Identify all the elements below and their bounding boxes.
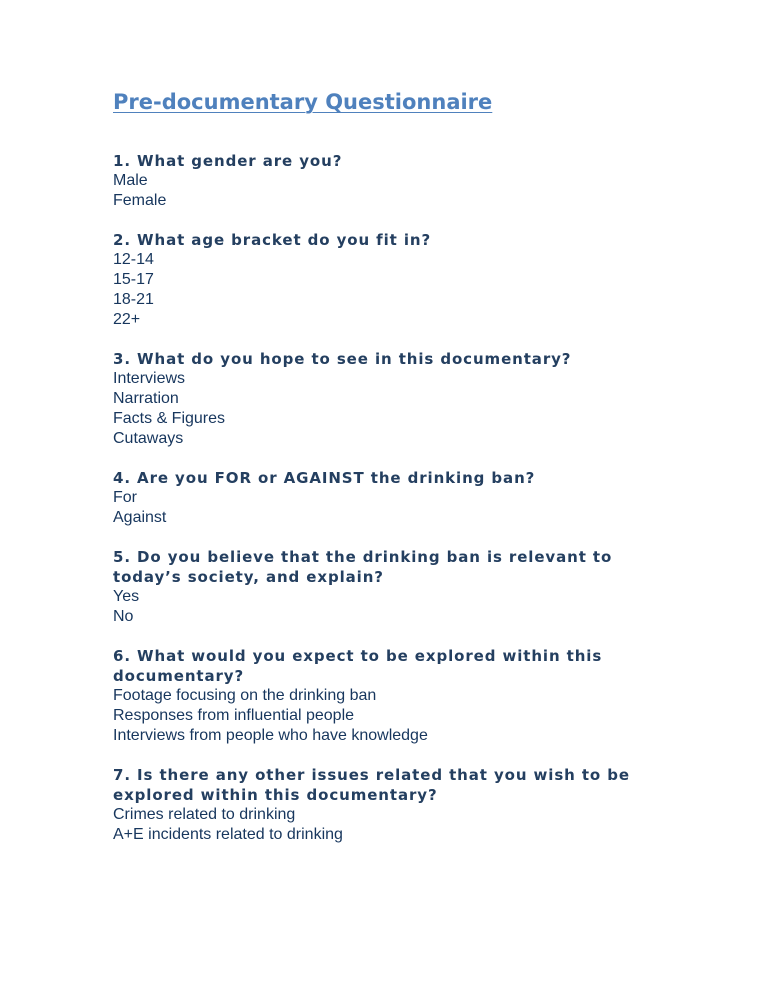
answer-option: Yes [113,588,140,605]
answer-list [113,587,673,627]
answer-option: 22+ [113,311,141,328]
answer-list [113,369,673,449]
question-heading: 1. What gender are you? [113,152,343,170]
question-block [113,349,673,449]
page-title: Pre-documentary Questionnaire [113,90,493,114]
answer-option: Facts & Figures [113,410,226,427]
answer-option: Interviews [113,370,186,387]
answer-list [113,686,673,746]
answer-option: Narration [113,390,179,407]
question-heading: 2. What age bracket do you fit in? [113,231,432,249]
question-heading: 5. Do you believe that the drinking ban is relevant to today’s society, and explain? [113,548,613,586]
answer-option: Against [113,509,167,526]
answer-option: 12-14 [113,251,154,268]
answer-option: Footage focusing on the drinking ban [113,687,377,704]
answer-option: For [113,489,137,506]
answer-option: No [113,608,134,625]
answer-option: Female [113,192,167,209]
answer-list [113,488,673,528]
question-heading: 7. Is there any other issues related that you wish to be explored within this documentary? [113,766,630,804]
answer-option: A+E incidents related to drinking [113,826,343,843]
answer-option: Interviews from people who have knowledge [113,727,428,744]
answer-option: 15-17 [113,271,154,288]
question-block [113,468,673,528]
question-block [113,547,673,627]
answer-option: Crimes related to drinking [113,806,296,823]
answer-list [113,250,673,330]
answer-option: 18-21 [113,291,154,308]
question-heading: 3. What do you hope to see in this documentary? [113,350,572,368]
answer-option: Responses from influential people [113,707,355,724]
question-heading: 6. What would you expect to be explored within this documentary? [113,647,603,685]
question-heading: 4. Are you FOR or AGAINST the drinking ban? [113,469,536,487]
answer-option: Male [113,172,148,189]
question-block [113,230,673,330]
question-block [113,646,673,746]
question-block [113,151,673,211]
question-list [113,151,673,864]
answer-list [113,805,673,845]
question-block [113,765,673,845]
answer-option: Cutaways [113,430,184,447]
answer-list [113,171,673,211]
